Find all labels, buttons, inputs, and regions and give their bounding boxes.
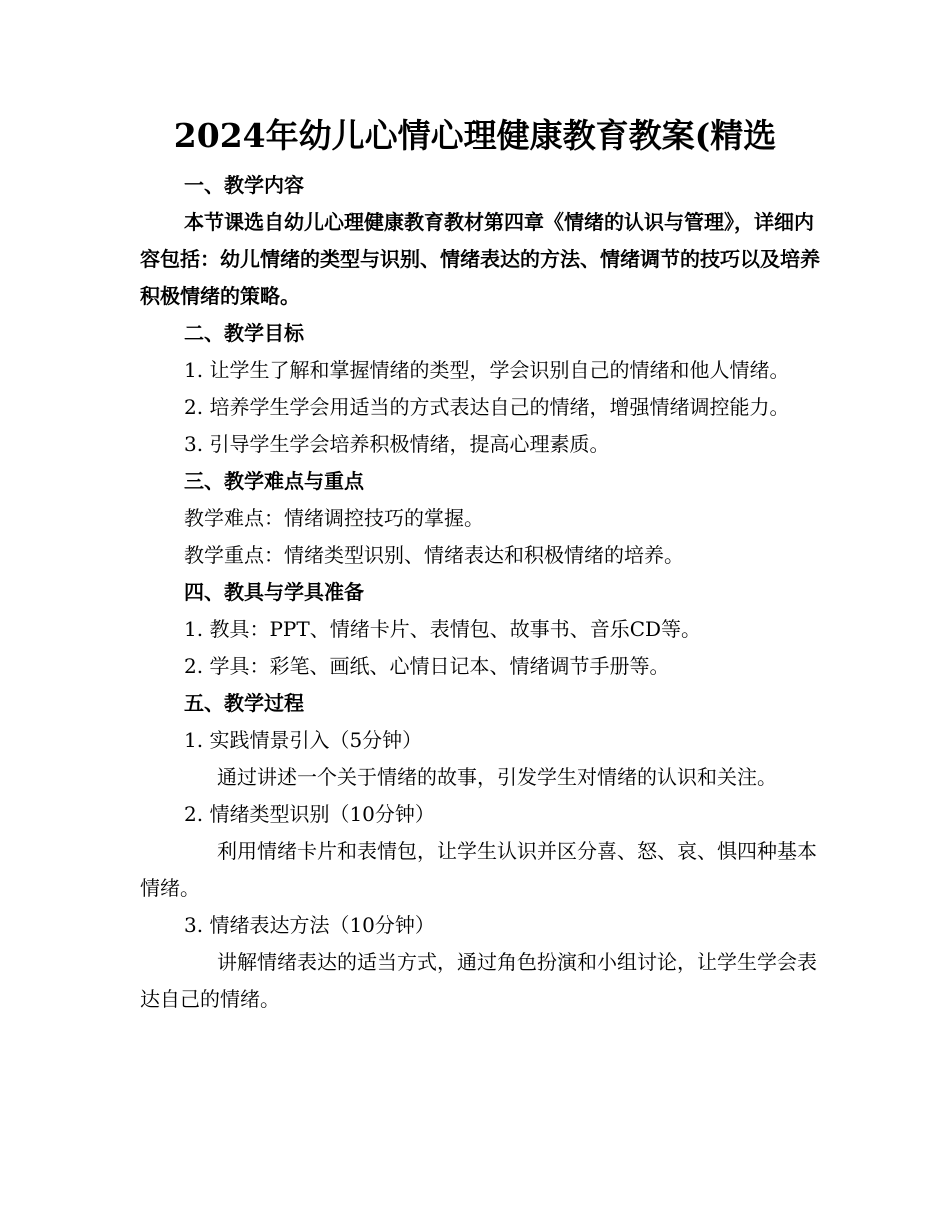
objective-item-3: 3. 引导学生学会培养积极情绪，提高心理素质。 bbox=[184, 432, 610, 456]
objective-item-2: 2. 培养学生学会用适当的方式表达自己的情绪，增强情绪调控能力。 bbox=[184, 395, 790, 419]
section-heading-materials: 四、教具与学具准备 bbox=[184, 580, 364, 604]
process-step-2-desc: 利用情绪卡片和表情包，让学生认识并区分喜、怒、哀、惧四种基本情绪。 bbox=[140, 839, 817, 900]
process-step-2-title: 2. 情绪类型识别（10分钟） bbox=[184, 802, 435, 826]
objective-item-1: 1. 让学生了解和掌握情绪的类型，学会识别自己的情绪和他人情绪。 bbox=[184, 358, 790, 382]
section-heading-content: 一、教学内容 bbox=[184, 173, 304, 197]
section-content-paragraph: 本节课选自幼儿心理健康教育教材第四章《情绪的认识与管理》，详细内容包括：幼儿情绪的类型与识别、情绪表达的方法、情绪调节的技巧以及培养积极情绪的策略。 bbox=[140, 210, 820, 308]
document-title: 2024年幼儿心情心理健康教育教案(精选 bbox=[173, 116, 777, 155]
section-heading-process: 五、教学过程 bbox=[184, 691, 304, 715]
materials-item-2: 2. 学具：彩笔、画纸、心情日记本、情绪调节手册等。 bbox=[184, 654, 670, 678]
document-body bbox=[140, 167, 820, 1018]
process-step-1-desc: 通过讲述一个关于情绪的故事，引发学生对情绪的认识和关注。 bbox=[217, 765, 777, 789]
process-step-1-title: 1. 实践情景引入（5分钟） bbox=[184, 728, 423, 752]
teaching-difficulty: 教学难点：情绪调控技巧的掌握。 bbox=[184, 506, 484, 530]
teaching-focus: 教学重点：情绪类型识别、情绪表达和积极情绪的培养。 bbox=[184, 543, 684, 567]
process-step-3-title: 3. 情绪表达方法（10分钟） bbox=[184, 913, 435, 937]
materials-item-1: 1. 教具：PPT、情绪卡片、表情包、故事书、音乐CD等。 bbox=[184, 617, 702, 641]
process-step-3-desc: 讲解情绪表达的适当方式，通过角色扮演和小组讨论，让学生学会表达自己的情绪。 bbox=[140, 950, 817, 1011]
section-heading-objectives: 二、教学目标 bbox=[184, 321, 304, 345]
section-heading-key-points: 三、教学难点与重点 bbox=[184, 469, 364, 493]
